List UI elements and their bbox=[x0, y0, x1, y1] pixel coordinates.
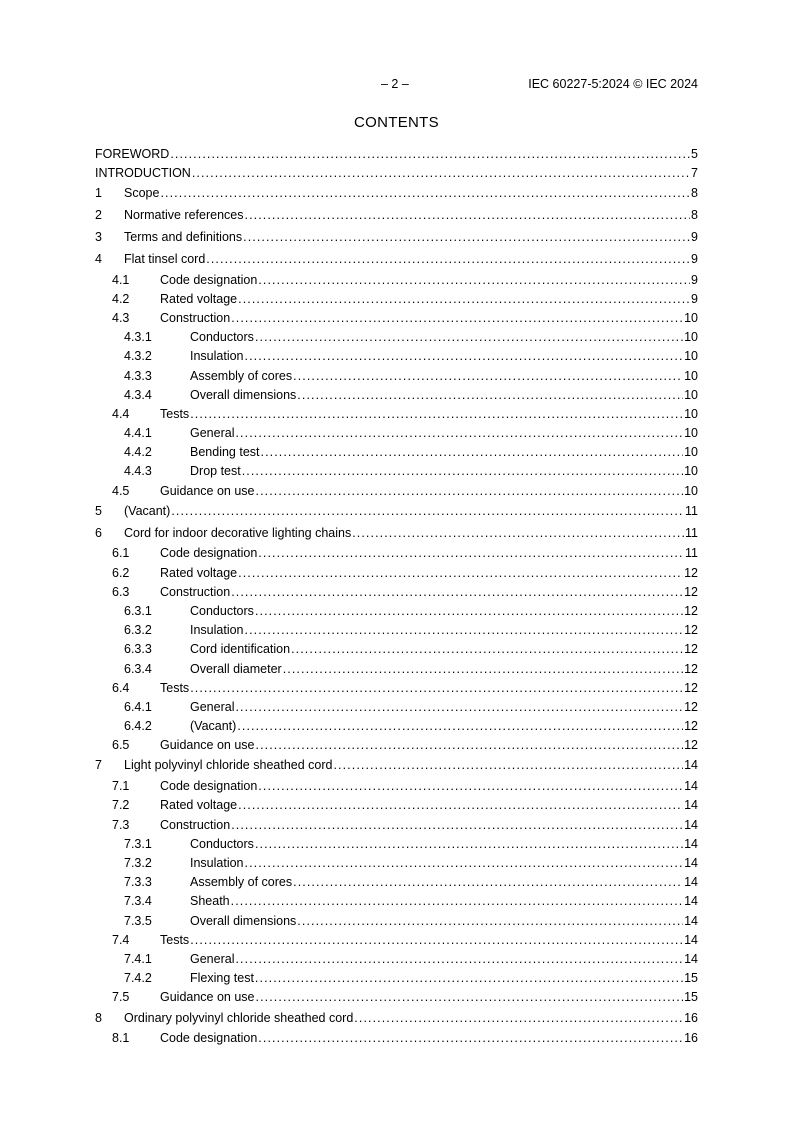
toc-entry-page: 7 bbox=[691, 166, 698, 181]
toc-entry-page: 10 bbox=[684, 483, 698, 498]
toc-entry-page: 12 bbox=[684, 699, 698, 714]
toc-entry-line bbox=[190, 424, 698, 443]
toc-entry-title: Drop test bbox=[190, 464, 241, 479]
toc-entry[interactable] bbox=[95, 736, 698, 755]
toc-entry-line bbox=[190, 640, 698, 659]
toc-entry-line bbox=[160, 544, 698, 563]
dot-leader bbox=[235, 424, 683, 443]
toc-entry-title: Normative references bbox=[124, 208, 244, 223]
toc-entry-line bbox=[160, 405, 698, 424]
toc-entry[interactable] bbox=[95, 367, 698, 386]
toc-entry-line bbox=[160, 777, 698, 796]
toc-entry[interactable] bbox=[95, 205, 698, 227]
dot-leader bbox=[352, 523, 684, 545]
toc-entry-title: Conductors bbox=[190, 836, 254, 851]
dot-leader bbox=[256, 988, 684, 1007]
toc-entry[interactable] bbox=[95, 660, 698, 679]
toc-entry-number: 6.4.2 bbox=[124, 719, 152, 734]
toc-entry[interactable] bbox=[95, 405, 698, 424]
toc-entry[interactable] bbox=[95, 145, 698, 164]
toc-entry-line bbox=[190, 892, 698, 911]
toc-entry-page: 14 bbox=[684, 875, 698, 890]
toc-entry-line bbox=[124, 523, 698, 545]
toc-entry[interactable] bbox=[95, 227, 698, 249]
toc-entry-page: 14 bbox=[684, 856, 698, 871]
dot-leader bbox=[242, 462, 683, 481]
toc-entry-line bbox=[190, 873, 698, 892]
toc-entry-page: 8 bbox=[691, 208, 698, 223]
dot-leader bbox=[190, 931, 683, 950]
toc-entry-number: 6 bbox=[95, 525, 102, 540]
toc-entry-line bbox=[190, 854, 698, 873]
toc-entry[interactable] bbox=[95, 796, 698, 815]
toc-entry-page: 10 bbox=[684, 464, 698, 479]
toc-entry-line bbox=[190, 443, 698, 462]
dot-leader bbox=[256, 482, 684, 501]
dot-leader bbox=[160, 183, 690, 205]
dot-leader bbox=[190, 679, 683, 698]
toc-entry-title: Code designation bbox=[160, 1031, 258, 1046]
toc-entry-number: 4.4.3 bbox=[124, 464, 152, 479]
toc-entry-page: 12 bbox=[684, 719, 698, 734]
dot-leader bbox=[255, 835, 683, 854]
toc-entry[interactable] bbox=[95, 443, 698, 462]
dot-leader bbox=[245, 205, 691, 227]
dot-leader bbox=[237, 717, 683, 736]
toc-entry-title: Tests bbox=[160, 680, 190, 695]
toc-entry-line bbox=[124, 205, 698, 227]
toc-entry-line bbox=[190, 367, 698, 386]
toc-entry[interactable] bbox=[95, 544, 698, 563]
toc-entry-line bbox=[190, 969, 698, 988]
toc-entry-line bbox=[190, 717, 698, 736]
toc-entry-title: Code designation bbox=[160, 272, 258, 287]
toc-entry-title: Cord identification bbox=[190, 642, 291, 657]
dot-leader bbox=[238, 290, 690, 309]
dot-leader bbox=[293, 873, 683, 892]
toc-entry-page: 12 bbox=[684, 584, 698, 599]
toc-entry-number: 6.3.3 bbox=[124, 642, 152, 657]
toc-entry[interactable] bbox=[95, 564, 698, 583]
toc-entry-page: 16 bbox=[684, 1010, 698, 1025]
toc-entry-title: Rated voltage bbox=[160, 565, 238, 580]
dot-leader bbox=[291, 640, 683, 659]
toc-entry[interactable] bbox=[95, 271, 698, 290]
toc-entry-line bbox=[160, 583, 698, 602]
toc-entry[interactable] bbox=[95, 290, 698, 309]
toc-entry[interactable] bbox=[95, 482, 698, 501]
table-of-contents bbox=[95, 145, 698, 1049]
dot-leader bbox=[231, 583, 683, 602]
toc-entry-line bbox=[160, 1029, 698, 1048]
toc-entry[interactable] bbox=[95, 816, 698, 835]
toc-entry-number: 7.4.1 bbox=[124, 951, 152, 966]
toc-entry-title: Bending test bbox=[190, 445, 260, 460]
dot-leader bbox=[231, 816, 683, 835]
dot-leader bbox=[235, 698, 683, 717]
toc-entry[interactable] bbox=[95, 755, 698, 777]
toc-entry-number: 7 bbox=[95, 758, 102, 773]
toc-entry-number: 1 bbox=[95, 186, 102, 201]
toc-entry-line bbox=[190, 462, 698, 481]
toc-entry-number: 7.4 bbox=[112, 932, 130, 947]
toc-entry[interactable] bbox=[95, 854, 698, 873]
toc-entry-number: 6.5 bbox=[112, 738, 130, 753]
toc-entry-number: 6.1 bbox=[112, 546, 130, 561]
dot-leader bbox=[170, 145, 690, 164]
toc-entry[interactable] bbox=[95, 424, 698, 443]
toc-entry-title: FOREWORD bbox=[95, 147, 170, 161]
toc-entry[interactable] bbox=[95, 777, 698, 796]
toc-entry[interactable] bbox=[95, 912, 698, 931]
dot-leader bbox=[255, 602, 683, 621]
dot-leader bbox=[171, 501, 684, 523]
toc-entry-number: 6.2 bbox=[112, 565, 130, 580]
toc-entry-line bbox=[124, 227, 698, 249]
toc-entry-title: Tests bbox=[160, 406, 190, 421]
toc-entry-line bbox=[95, 145, 698, 164]
toc-entry-number: 8.1 bbox=[112, 1031, 130, 1046]
toc-entry-number: 4.2 bbox=[112, 291, 130, 306]
toc-entry-title: Insulation bbox=[190, 856, 244, 871]
toc-entry[interactable] bbox=[95, 679, 698, 698]
dot-leader bbox=[235, 950, 683, 969]
toc-entry-title: Tests bbox=[160, 932, 190, 947]
toc-entry-number: 7.1 bbox=[112, 779, 130, 794]
toc-entry-page: 15 bbox=[684, 971, 698, 986]
page-number: – 2 – bbox=[381, 77, 409, 91]
toc-entry-number: 7.3.3 bbox=[124, 875, 152, 890]
toc-entry-title: Conductors bbox=[190, 603, 254, 618]
toc-entry-number: 7.3.1 bbox=[124, 836, 152, 851]
toc-entry-page: 12 bbox=[684, 680, 698, 695]
toc-entry-page: 14 bbox=[684, 951, 698, 966]
toc-entry-line bbox=[160, 816, 698, 835]
toc-entry[interactable] bbox=[95, 931, 698, 950]
toc-entry-line bbox=[190, 621, 698, 640]
toc-entry-title: Rated voltage bbox=[160, 798, 238, 813]
toc-entry-page: 14 bbox=[684, 913, 698, 928]
toc-entry-line bbox=[160, 931, 698, 950]
toc-entry-title: Construction bbox=[160, 310, 231, 325]
toc-entry-page: 10 bbox=[684, 368, 698, 383]
toc-entry-number: 4.1 bbox=[112, 272, 130, 287]
toc-entry-number: 8 bbox=[95, 1010, 102, 1025]
toc-entry[interactable] bbox=[95, 621, 698, 640]
toc-entry[interactable] bbox=[95, 164, 698, 183]
toc-entry-line bbox=[160, 482, 698, 501]
toc-entry[interactable] bbox=[95, 602, 698, 621]
toc-entry-page: 11 bbox=[685, 503, 698, 518]
toc-entry-number: 6.4.1 bbox=[124, 699, 152, 714]
toc-entry-title: Flat tinsel cord bbox=[124, 251, 206, 266]
toc-entry-page: 16 bbox=[684, 1031, 698, 1046]
dot-leader bbox=[245, 854, 684, 873]
toc-entry[interactable] bbox=[95, 1029, 698, 1048]
toc-entry-title: Light polyvinyl chloride sheathed cord bbox=[124, 758, 333, 773]
toc-entry-title: Code designation bbox=[160, 546, 258, 561]
toc-entry-line bbox=[95, 164, 698, 183]
toc-entry-line bbox=[190, 698, 698, 717]
dot-leader bbox=[192, 164, 690, 183]
toc-entry[interactable] bbox=[95, 640, 698, 659]
toc-entry-number: 5 bbox=[95, 503, 102, 518]
toc-entry-line bbox=[190, 950, 698, 969]
toc-entry-page: 14 bbox=[684, 798, 698, 813]
toc-entry[interactable] bbox=[95, 249, 698, 271]
toc-entry-page: 12 bbox=[684, 603, 698, 618]
toc-entry-number: 7.4.2 bbox=[124, 971, 152, 986]
toc-entry-line bbox=[160, 679, 698, 698]
toc-entry[interactable] bbox=[95, 583, 698, 602]
toc-entry-page: 12 bbox=[684, 623, 698, 638]
toc-entry[interactable] bbox=[95, 969, 698, 988]
toc-entry-page: 10 bbox=[684, 445, 698, 460]
toc-entry-line bbox=[160, 796, 698, 815]
toc-entry-title: Overall dimensions bbox=[190, 913, 297, 928]
dot-leader bbox=[243, 227, 690, 249]
toc-entry-title: Guidance on use bbox=[160, 738, 255, 753]
toc-entry-page: 14 bbox=[684, 758, 698, 773]
toc-entry-title: Conductors bbox=[190, 330, 254, 345]
toc-entry-line bbox=[160, 309, 698, 328]
dot-leader bbox=[231, 309, 683, 328]
toc-entry-title: Construction bbox=[160, 584, 231, 599]
dot-leader bbox=[283, 660, 683, 679]
toc-entry[interactable] bbox=[95, 892, 698, 911]
toc-entry-number: 7.2 bbox=[112, 798, 130, 813]
dot-leader bbox=[231, 892, 683, 911]
toc-entry[interactable] bbox=[95, 1008, 698, 1030]
toc-entry-page: 12 bbox=[684, 661, 698, 676]
toc-entry-title: Scope bbox=[124, 186, 160, 201]
toc-entry-line bbox=[190, 328, 698, 347]
toc-entry-page: 8 bbox=[691, 186, 698, 201]
toc-entry-page: 10 bbox=[684, 349, 698, 364]
toc-entry-title: Assembly of cores bbox=[190, 368, 293, 383]
toc-entry-title: INTRODUCTION bbox=[95, 166, 191, 181]
dot-leader bbox=[258, 777, 683, 796]
toc-entry-number: 4 bbox=[95, 251, 102, 266]
toc-entry-title: General bbox=[190, 951, 235, 966]
standard-reference: IEC 60227-5:2024 © IEC 2024 bbox=[528, 77, 698, 91]
toc-entry-page: 5 bbox=[691, 147, 698, 161]
toc-entry-title: Code designation bbox=[160, 779, 258, 794]
toc-entry[interactable] bbox=[95, 309, 698, 328]
toc-entry[interactable] bbox=[95, 462, 698, 481]
toc-entry-page: 11 bbox=[685, 525, 698, 540]
toc-entry-line bbox=[190, 347, 698, 366]
toc-entry-page: 9 bbox=[691, 272, 698, 287]
dot-leader bbox=[258, 1029, 683, 1048]
dot-leader bbox=[333, 755, 683, 777]
toc-entry-number: 6.3 bbox=[112, 584, 130, 599]
toc-entry-number: 7.5 bbox=[112, 990, 130, 1005]
toc-entry-line bbox=[124, 755, 698, 777]
toc-entry[interactable] bbox=[95, 988, 698, 1007]
toc-entry[interactable] bbox=[95, 717, 698, 736]
toc-entry-number: 4.3.2 bbox=[124, 349, 152, 364]
page-title: CONTENTS bbox=[354, 114, 439, 131]
dot-leader bbox=[245, 347, 684, 366]
dot-leader bbox=[261, 443, 684, 462]
dot-leader bbox=[255, 969, 683, 988]
toc-entry-line bbox=[190, 602, 698, 621]
toc-entry-number: 6.3.2 bbox=[124, 623, 152, 638]
dot-leader bbox=[255, 328, 683, 347]
toc-entry-page: 12 bbox=[684, 738, 698, 753]
toc-entry-page: 14 bbox=[684, 836, 698, 851]
toc-entry-line bbox=[160, 271, 698, 290]
toc-entry-page: 14 bbox=[684, 932, 698, 947]
toc-entry-title: Guidance on use bbox=[160, 990, 255, 1005]
toc-entry-number: 7.3.4 bbox=[124, 894, 152, 909]
toc-entry-line bbox=[160, 290, 698, 309]
toc-entry-title: Insulation bbox=[190, 349, 244, 364]
toc-entry[interactable] bbox=[95, 501, 698, 523]
toc-entry[interactable] bbox=[95, 347, 698, 366]
toc-entry-title: Flexing test bbox=[190, 971, 254, 986]
toc-entry-page: 12 bbox=[684, 565, 698, 580]
toc-entry-number: 7.3.2 bbox=[124, 856, 152, 871]
toc-entry-title: Overall dimensions bbox=[190, 387, 297, 402]
dot-leader bbox=[206, 249, 690, 271]
toc-entry-page: 10 bbox=[684, 310, 698, 325]
dot-leader bbox=[238, 564, 683, 583]
toc-entry-page: 9 bbox=[691, 251, 698, 266]
toc-entry-page: 12 bbox=[684, 642, 698, 657]
toc-entry-title: Sheath bbox=[190, 894, 230, 909]
toc-entry-number: 6.4 bbox=[112, 680, 130, 695]
toc-entry-line bbox=[190, 912, 698, 931]
toc-entry[interactable] bbox=[95, 698, 698, 717]
toc-entry-title: Overall diameter bbox=[190, 661, 282, 676]
toc-entry-page: 9 bbox=[691, 229, 698, 244]
dot-leader bbox=[354, 1008, 683, 1030]
dot-leader bbox=[256, 736, 684, 755]
toc-entry-line bbox=[124, 183, 698, 205]
toc-entry-number: 6.3.4 bbox=[124, 661, 152, 676]
toc-entry-title: Ordinary polyvinyl chloride sheathed cord bbox=[124, 1010, 354, 1025]
toc-entry-line bbox=[124, 1008, 698, 1030]
toc-entry-page: 15 bbox=[684, 990, 698, 1005]
toc-entry-page: 14 bbox=[684, 779, 698, 794]
dot-leader bbox=[297, 912, 683, 931]
toc-entry-number: 6.3.1 bbox=[124, 603, 152, 618]
dot-leader bbox=[190, 405, 683, 424]
toc-entry-number: 4.3.4 bbox=[124, 387, 152, 402]
toc-entry-page: 10 bbox=[684, 330, 698, 345]
toc-entry-line bbox=[160, 988, 698, 1007]
toc-entry-page: 10 bbox=[684, 387, 698, 402]
toc-entry-title: Rated voltage bbox=[160, 291, 238, 306]
toc-entry-line bbox=[190, 660, 698, 679]
toc-entry-page: 14 bbox=[684, 894, 698, 909]
toc-entry-title: Assembly of cores bbox=[190, 875, 293, 890]
toc-entry-page: 14 bbox=[684, 817, 698, 832]
dot-leader bbox=[238, 796, 683, 815]
toc-entry-number: 7.3 bbox=[112, 817, 130, 832]
toc-entry-number: 4.5 bbox=[112, 483, 130, 498]
toc-entry-number: 4.4.2 bbox=[124, 445, 152, 460]
toc-entry[interactable] bbox=[95, 950, 698, 969]
toc-entry-number: 4.4 bbox=[112, 406, 130, 421]
toc-entry-title: (Vacant) bbox=[190, 719, 237, 734]
dot-leader bbox=[293, 367, 683, 386]
toc-entry[interactable] bbox=[95, 873, 698, 892]
toc-entry-page: 11 bbox=[685, 546, 698, 561]
toc-entry[interactable] bbox=[95, 835, 698, 854]
toc-entry-title: Construction bbox=[160, 817, 231, 832]
toc-entry-number: 2 bbox=[95, 208, 102, 223]
dot-leader bbox=[245, 621, 684, 640]
toc-entry-line bbox=[190, 835, 698, 854]
toc-entry-line bbox=[190, 386, 698, 405]
dot-leader bbox=[258, 271, 690, 290]
toc-entry-line bbox=[160, 564, 698, 583]
toc-entry-number: 4.3.1 bbox=[124, 330, 152, 345]
toc-entry[interactable] bbox=[95, 386, 698, 405]
toc-entry-page: 10 bbox=[684, 426, 698, 441]
toc-entry-number: 4.3.3 bbox=[124, 368, 152, 383]
toc-entry-title: General bbox=[190, 699, 235, 714]
toc-entry-title: Cord for indoor decorative lighting chains bbox=[124, 525, 352, 540]
toc-entry-line bbox=[160, 736, 698, 755]
toc-entry-title: Insulation bbox=[190, 623, 244, 638]
toc-entry-number: 4.3 bbox=[112, 310, 130, 325]
dot-leader bbox=[297, 386, 683, 405]
toc-entry-line bbox=[124, 501, 698, 523]
toc-entry[interactable] bbox=[95, 523, 698, 545]
toc-entry[interactable] bbox=[95, 328, 698, 347]
toc-entry-page: 10 bbox=[684, 406, 698, 421]
toc-entry-number: 3 bbox=[95, 229, 102, 244]
toc-entry-title: Terms and definitions bbox=[124, 229, 243, 244]
toc-entry-line bbox=[124, 249, 698, 271]
toc-entry[interactable] bbox=[95, 183, 698, 205]
toc-entry-title: Guidance on use bbox=[160, 483, 255, 498]
toc-entry-number: 7.3.5 bbox=[124, 913, 152, 928]
toc-entry-title: (Vacant) bbox=[124, 503, 171, 518]
toc-entry-number: 4.4.1 bbox=[124, 426, 152, 441]
toc-entry-page: 9 bbox=[691, 291, 698, 306]
toc-entry-title: General bbox=[190, 426, 235, 441]
dot-leader bbox=[258, 544, 684, 563]
